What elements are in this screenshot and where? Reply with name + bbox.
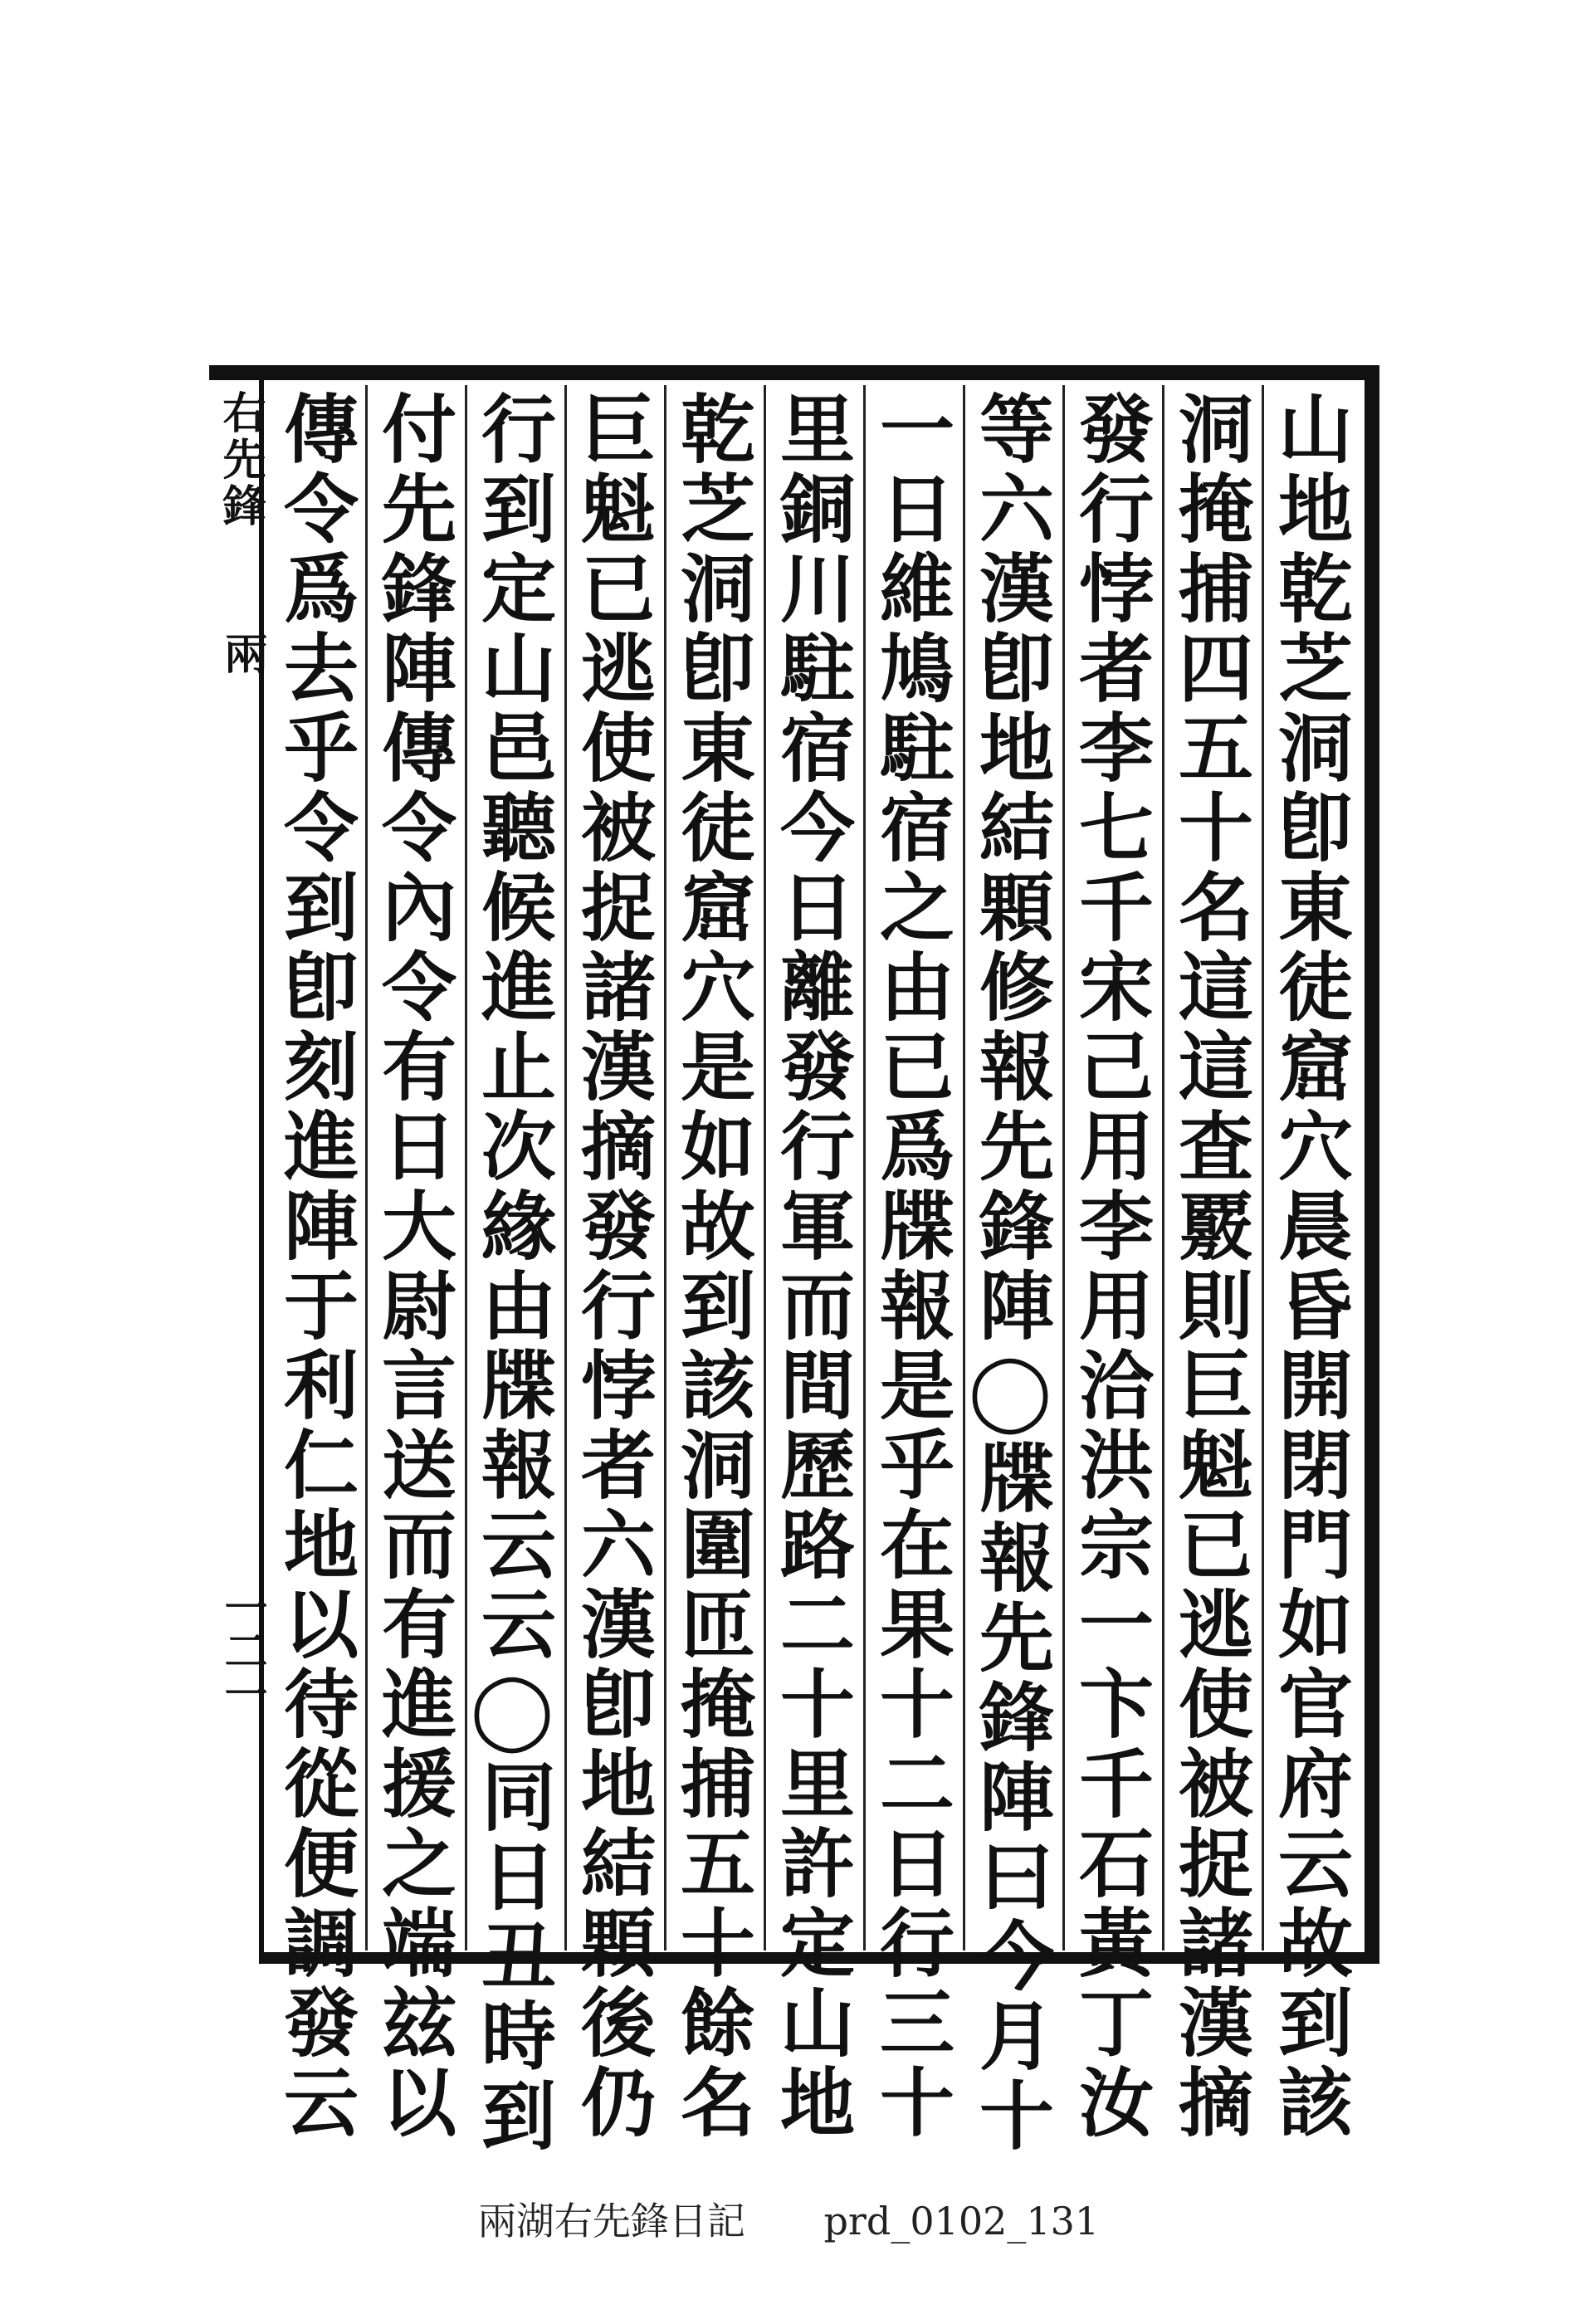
column-text: 行到定山邑聽候進止次緣由牒報云云◯同日丑時到 — [468, 390, 556, 2156]
text-column-4 — [964, 390, 1056, 2156]
column-text: 里銅川駐宿今日離發行軍而間歷路二十里許定山地 — [767, 390, 855, 2143]
column-text: 乾芝洞卽東徒窟穴是如故到該洞圍匝掩捕五十餘名 — [667, 390, 755, 2143]
column-rule — [963, 385, 965, 1950]
column-rule — [664, 385, 666, 1950]
frame-right-border — [1365, 365, 1379, 1964]
column-rule — [1262, 385, 1264, 1950]
text-column-10 — [367, 390, 458, 2143]
column-text: 巨魁已逃使被捉諸漢摘發行悖者六漢卽地結顆後仍 — [568, 390, 656, 2143]
text-column-9 — [466, 390, 558, 2156]
frame-left-border — [259, 380, 264, 1954]
column-text: 傳令爲去乎令到卽刻進陣于利仁地以待從便調發云 — [271, 390, 359, 2143]
column-rule — [1162, 385, 1164, 1950]
text-column-5 — [865, 390, 956, 2143]
column-text: 山地乾芝洞卽東徒窟穴晨昏開閉門如官府云故到該 — [1265, 390, 1353, 2143]
text-column-7 — [666, 390, 757, 2143]
margin-title: 右先鋒 — [215, 390, 266, 530]
text-column-6 — [765, 390, 857, 2143]
text-column-3 — [1064, 390, 1155, 2143]
column-rule — [365, 385, 368, 1950]
column-rule — [1062, 385, 1065, 1950]
text-column-1 — [1263, 390, 1355, 2143]
caption-image-id: prd_0102_131 — [823, 2199, 1100, 2243]
column-rule — [564, 385, 567, 1950]
caption-book-title: 兩湖右先鋒日記 — [477, 2199, 745, 2243]
column-text: 一日維鳩駐宿之由已爲牒報是乎在果十二日行三十 — [867, 390, 954, 2143]
column-text: 等六漢卽地結顆修報先鋒陣◯牒報先鋒陣曰今月十 — [966, 390, 1054, 2156]
text-column-2 — [1164, 390, 1255, 2143]
page-margin — [209, 390, 267, 1950]
text-column-11 — [269, 390, 360, 2143]
margin-fold-mark: 兩 — [217, 631, 267, 674]
column-rule — [764, 385, 766, 1950]
column-rule — [465, 385, 467, 1950]
column-text: 洞掩捕四五十名這這査覈則巨魁已逃使被捉諸漢摘 — [1165, 390, 1253, 2143]
page-frame — [209, 365, 1379, 2156]
text-column-8 — [566, 390, 657, 2143]
column-text: 付先鋒陣傳令內令有日大尉言送而有進援之端玆以 — [369, 390, 456, 2143]
column-text: 發行悖者李七千宋己用李用洽洪宗一卞千石黃丁汝 — [1066, 390, 1154, 2143]
column-rule — [863, 385, 866, 1950]
frame-top-border — [209, 365, 1379, 380]
page-caption — [0, 2191, 1577, 2246]
margin-page-number: 一二一 — [217, 1585, 267, 1715]
